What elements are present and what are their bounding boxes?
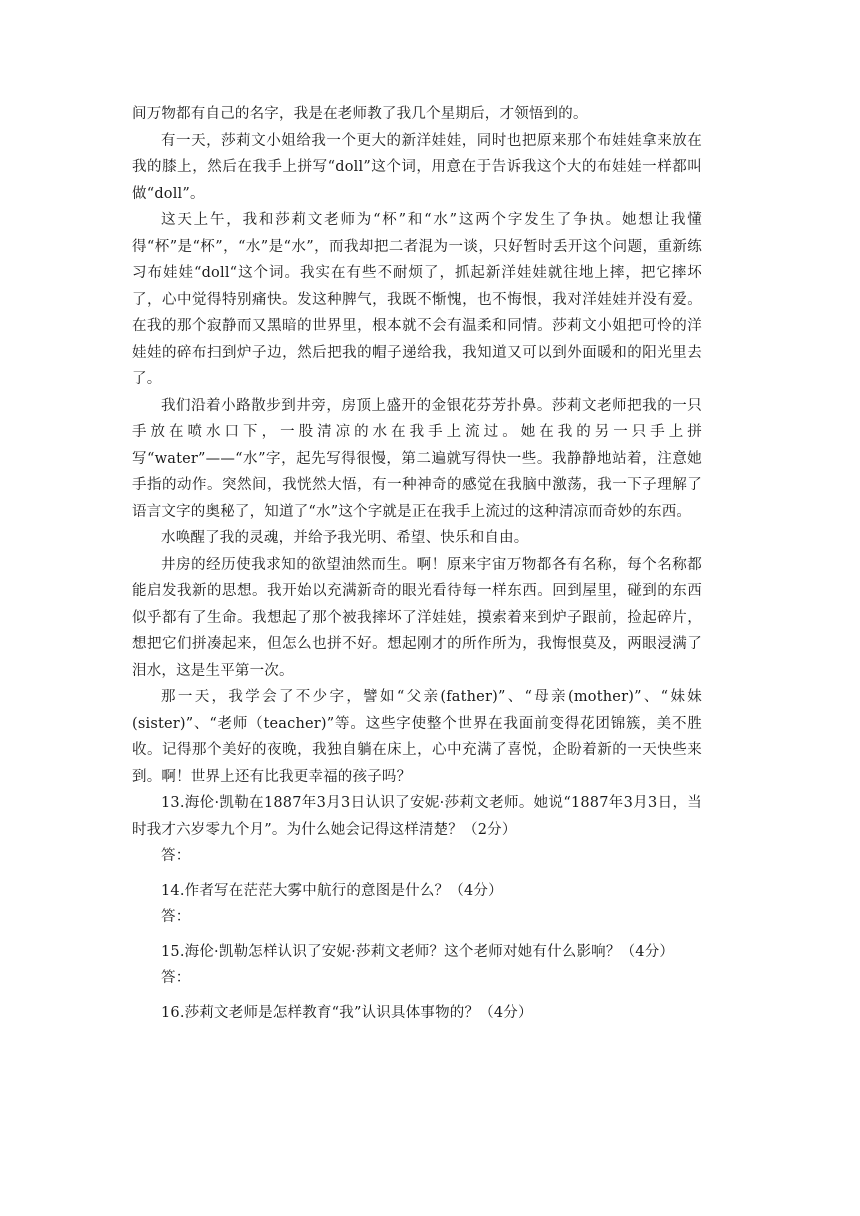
- question-14: 14.作者写在茫茫大雾中航行的意图是什么？（4分）: [161, 882, 503, 899]
- question-13: 13.海伦·凯勒在1887年3月3日认识了安妮·莎莉文老师。她说“1887年3月3日，当时我才六岁零九个月”。为什么她会记得这样清楚？（2分）: [132, 795, 702, 838]
- answer-label-14[interactable]: 答：: [161, 909, 191, 925]
- paragraph-1: 间万物都有自己的名字，我是在老师教了我几个星期后，才领悟到的。: [132, 106, 588, 122]
- question-15: 15.海伦·凯勒怎样认识了安妮·莎莉文老师？这个老师对她有什么影响？（4分）: [161, 943, 675, 960]
- paragraph-5: 水唤醒了我的灵魂，并给予我光明、希望、快乐和自由。: [161, 530, 529, 546]
- paragraph-3: 这天上午，我和莎莉文老师为“杯”和“水”这两个字发生了争执。她想让我懂得“杯”是“杯”，“水”是“水”，而我却把二者混为一谈，只好暂时丢开这个问题，重新练习布娃娃“doll“这个词。我实在有些不耐烦了，抓起新洋娃娃就往地上摔，把它摔坏了，心中觉得特别痛快。发这种脾气，我既不惭愧，也不悔恨，我对洋娃娃并没有爱。在我的那个寂静而又黑暗的世界里，根本就不会有温柔和同情。莎莉文小姐把可怜的洋娃娃的碎布扫到炉子边，然后把我的帽子递给我，我知道又可以到外面暖和的阳光里去了。: [132, 212, 702, 387]
- answer-label-15[interactable]: 答：: [161, 970, 191, 986]
- question-16: 16.莎莉文老师是怎样教育“我”认识具体事物的？（4分）: [161, 1004, 533, 1021]
- question-list: [132, 790, 702, 1026]
- paragraph-4: 我们沿着小路散步到井旁，房顶上盛开的金银花芬芳扑鼻。莎莉文老师把我的一只手放在喷水口下，一股清凉的水在我手上流过。她在我的另一只手上拼写“water”——“水”字，起先写得很慢，第二遍就写得快一些。我静静地站着，注意她手指的动作。突然间，我恍然大悟，有一种神奇的感觉在我脑中激荡，我一下子理解了语言文字的奥秘了，知道了“水”这个字就是正在我手上流过的这种清凉而奇妙的东西。: [132, 397, 702, 520]
- answer-label-13[interactable]: 答：: [161, 848, 191, 864]
- paragraph-7: 那一天，我学会了不少字，譬如“父亲(father)”、“母亲(mother)”、“妹妹(sister)”、“老师（teacher)”等。这些字使整个世界在我面前变得花团锦簇，美不胜收。记得那个美好的夜晚，我独自躺在床上，心中充满了喜悦，企盼着新的一天快些来到。啊！世界上还有比我更幸福的孩子吗？: [132, 689, 702, 785]
- document-page: [132, 101, 702, 1026]
- paragraph-2: 有一天，莎莉文小姐给我一个更大的新洋娃娃，同时也把原来那个布娃娃拿来放在我的膝上，然后在我手上拼写“doll”这个词，用意在于告诉我这个大的布娃娃一样都叫做“doll”。: [132, 132, 702, 202]
- paragraph-6: 井房的经历使我求知的欲望油然而生。啊！原来宇宙万物都各有名称，每个名称都能启发我新的思想。我开始以充满新奇的眼光看待每一样东西。回到屋里，碰到的东西似乎都有了生命。我想起了那个被我摔坏了洋娃娃，摸索着来到炉子跟前，捡起碎片，想把它们拼凑起来，但怎么也拼不好。想起刚才的所作所为，我悔恨莫及，两眼浸满了泪水，这是生平第一次。: [132, 556, 702, 679]
